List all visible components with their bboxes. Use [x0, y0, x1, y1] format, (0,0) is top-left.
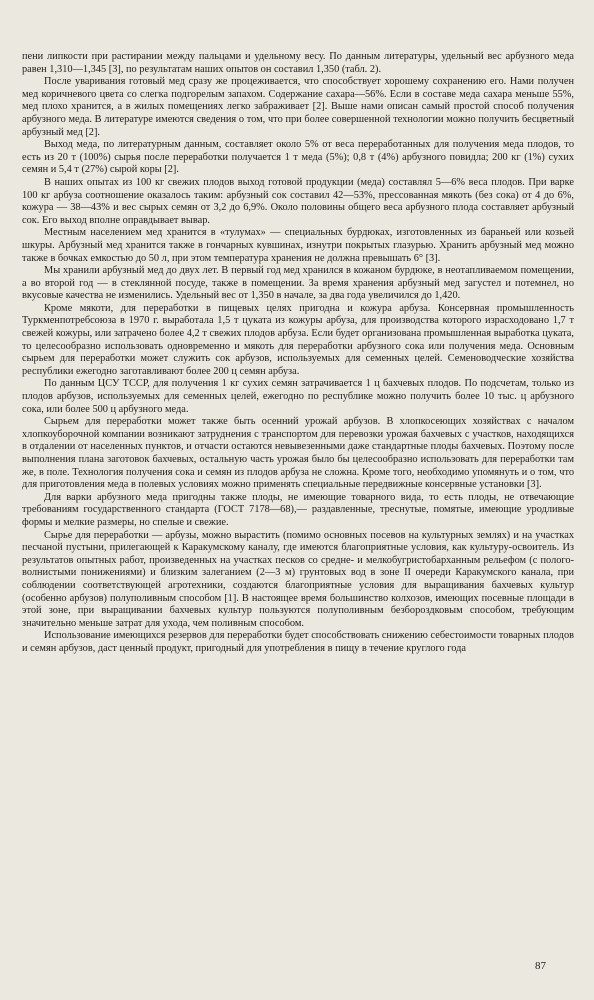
paragraph-4: В наших опытах из 100 кг свежих плодов выход готовой продукции (меда) составлял 5—6% веса плодов. При варке 100 кг арбуза соотношение оказалось таким: арбузный сок составил 42—53%, прессованная мякоть (без сока) от 4 до 6%, кожура — 38—43% и вес сырых семян от 3,2 до 6,9%. Около половины общего веса арбузного плода составляет арбузный сок. Его выход вполне оправдывает вывар. [22, 176, 574, 226]
paragraph-7: Кроме мякоти, для переработки в пищевых целях пригодна и кожура арбуза. Консервная промышленность Туркменпотребсоюза в 1970 г. выработала 1,5 т цуката из кожуры арбуза, для производства которого израсходовано 1,7 т свежей кожуры, или затрачено более 4,2 т свежих плодов арбуза. Если будет организована промышленная выработка цуката, то целесообразно использовать одновременно и мякоть для переработки арбузного сока или получения меда. Основным сырьем для переработки может служить сок арбузов, используемых для семенных целей. Семеноводческие хозяйства республики ежегодно заготавливают более 200 ц семян арбуза. [22, 302, 574, 377]
paragraph-10: Для варки арбузного меда пригодны также плоды, не имеющие товарного вида, то есть плоды, не отвечающие требованиям государственного стандарта (ГОСТ 7178—68),— раздавленные, треснутые, помятые, имеющие уродливые формы и мелкие размеры, но спелые и свежие. [22, 491, 574, 528]
paragraph-11: Сырье для переработки — арбузы, можно вырастить (помимо основных посевов на культурных землях) и на участках песчаной пустыни, прилегающей к Каракумскому каналу, где имеются благоприятные условия, как культуру-освоитель. Из результатов опытных работ, произведенных на участках песков со средне- и мелкобугристобарханным рельефом (с полого-волнистыми понижениями) и близким залеганием (2—3 м) грунтовых вод в зоне II очереди Каракумского канала, при соблюдении соответствующей агротехники, создаются благоприятные условия для выращивания бахчевых культур (особенно арбузов) полуполивным способом [1]. В настоящее время большинство колхозов, имеющих посевные площади в этой зоне, при выращивании бахчевых культур пользуются полуполивным безбороздковым способом, требующим значительно меньше затрат для ухода, чем поливным способом. [22, 529, 574, 629]
body-text [22, 51, 574, 656]
paragraph-5: Местным населением мед хранится в «тулумах» — специальных бурдюках, изготовленных из бараньей или козьей шкуры. Арбузный мед хранится также в гончарных кувшинах, изнутри покрытых глазурью. Хранить арбузный мед можно также в бочках емкостью до 50 л, при этом температура хранения не должна превышать 6° [3]. [22, 227, 574, 264]
page-number: 87 [535, 960, 546, 972]
paragraph-9: Сырьем для переработки может также быть осенний урожай арбузов. В хлопкосеющих хозяйствах с началом хлопкоуборочной компании возникают затруднения с транспортом для перевозки урожая бахчевых с участков, находящихся в отдалении от населенных пунктов, и отчасти остаются невывезенными даже стандартные плоды бахчевых. Поэтому после выполнения плана заготовок бахчевых, остальную часть урожая было бы целесообразно использовать для переработки там же, в поле. Технология получения сока и семян из плодов арбуза не сложна. Кроме того, необходимо упомянуть и о том, что для приготовления меда в полевых условиях можно применять специальные передвижные консервные установки [3]. [22, 416, 574, 491]
paragraph-3: Выход меда, по литературным данным, составляет около 5% от веса переработанных для получения меда плодов, то есть из 20 т (100%) сырья после переработки получается 1 т меда (5%); 0,8 т (4%) арбузного повидла; 200 кг (1%) сухих семян и 5,4 т (27%) сырой коры [2]. [22, 139, 574, 176]
paragraph-12: Использование имеющихся резервов для переработки будет способствовать снижению себестоимости товарных плодов и семян арбузов, даст ценный продукт, пригодный для употребления в пищу в течение круглого года [22, 630, 574, 654]
paragraph-8: По данным ЦСУ ТССР, для получения 1 кг сухих семян затрачивается 1 ц бахчевых плодов. По подсчетам, только из плодов арбузов, используемых для семенных целей, ежегодно по республике можно получить более 10 тыс. ц арбузного сока, или более 500 ц арбузного меда. [22, 378, 574, 415]
paragraph-2: После уваривания готовый мед сразу же процеживается, что способствует хорошему сохранению его. Нами получен мед коричневого цвета со слегка подгорелым запахом. Содержание сахара—56%. Если в составе меда сахара меньше 55%, мед плохо хранится, а в жилых помещениях легко забраживает [2]. Выше нами описан самый простой способ получения арбузного меда. В литературе имеются сведения о том, что при более совершенной технологии можно получить бесцветный арбузный мед [2]. [22, 76, 574, 138]
paragraph-1: пени липкости при растирании между пальцами и удельному весу. По данным литературы, удельный вес арбузного меда равен 1,310—1,345 [3], по результатам наших опытов он составил 1,350 (табл. 2). [22, 51, 574, 75]
paragraph-6: Мы хранили арбузный мед до двух лет. В первый год мед хранился в кожаном бурдюке, в неотапливаемом помещении, а во второй год — в стеклянной посуде, также в помещении. За время хранения арбузный мед загустел и потемнел, но вкусовые качества не изменились. Удельный вес от 1,350 в начале, за два года увеличился до 1,420. [22, 265, 574, 302]
